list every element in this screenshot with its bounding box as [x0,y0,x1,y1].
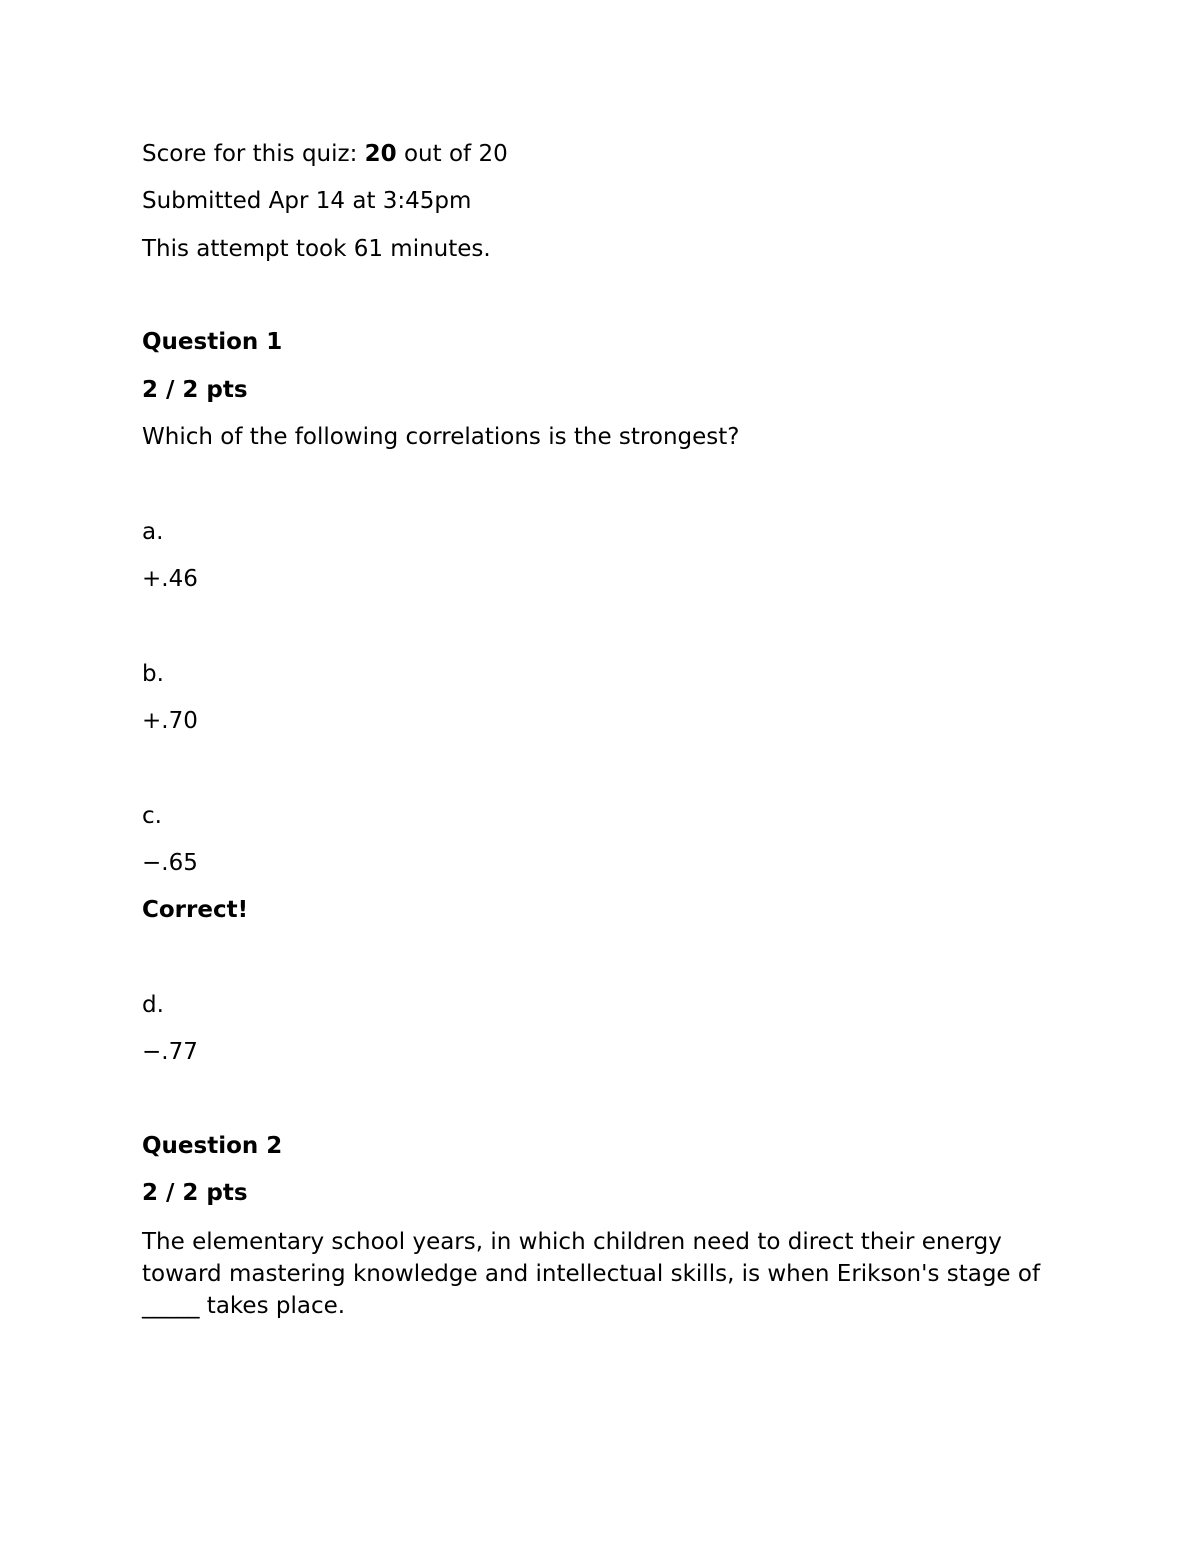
question-2-title: Question 2 [142,1133,283,1159]
score-line [142,141,508,169]
answer-c-value: −.65 [142,850,198,876]
answer-c-letter: c. [142,803,162,829]
score-suffix: out of 20 [403,141,508,167]
question-2-points: 2 / 2 pts [142,1180,248,1206]
answer-b-letter: b. [142,661,164,687]
question-1-points: 2 / 2 pts [142,377,248,403]
question-1-title: Question 1 [142,329,283,355]
question-1-text: Which of the following correlations is the strongest? [142,424,740,450]
score-value: 20 [364,141,397,167]
submitted-line: Submitted Apr 14 at 3:45pm [142,188,472,214]
answer-d-letter: d. [142,992,164,1018]
duration-line: This attempt took 61 minutes. [142,236,491,262]
answer-b-value: +.70 [142,708,198,734]
score-label: Score for this quiz: [142,141,358,167]
question-2-text: The elementary school years, in which children need to direct their energy toward mastering knowledge and intellectual skills, is when Erikson's stage of _____ takes place. [142,1229,1041,1319]
answer-a-letter: a. [142,519,164,545]
answer-a-value: +.46 [142,566,198,592]
answer-d-value: −.77 [142,1039,198,1065]
correct-feedback: Correct! [142,897,249,923]
